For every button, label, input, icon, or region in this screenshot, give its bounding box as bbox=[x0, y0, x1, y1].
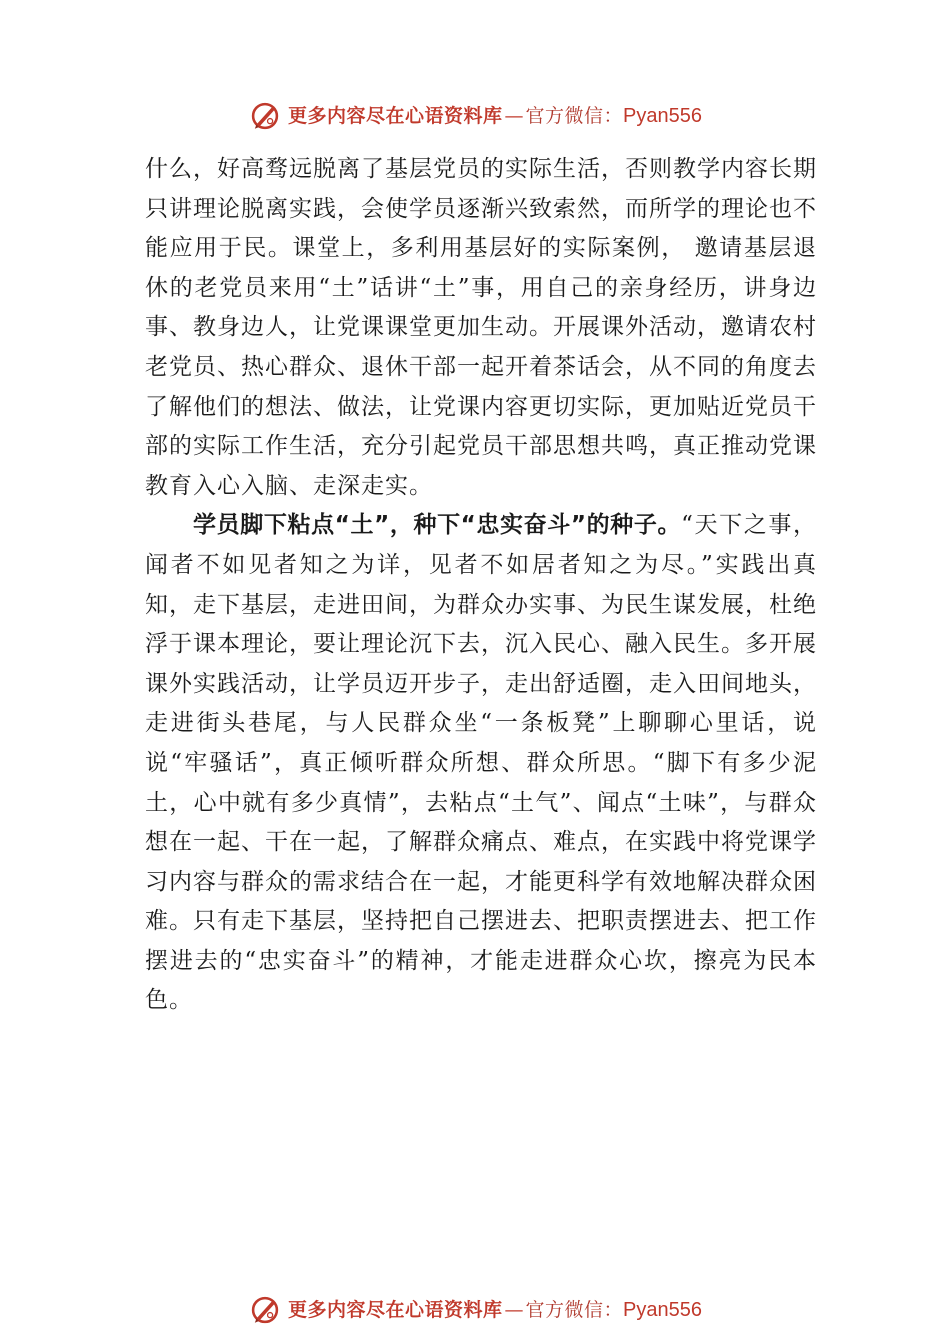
document-body bbox=[145, 150, 817, 1021]
footer-account-id: Pyan556 bbox=[623, 1299, 702, 1321]
footer-separator: — bbox=[504, 1299, 524, 1321]
header-text bbox=[288, 106, 702, 126]
paragraph-2-lead: 学员脚下粘点“土”，种下“忠实奋斗”的种子。 bbox=[193, 512, 682, 539]
header-sub-text: 官方微信： bbox=[525, 105, 624, 127]
paragraph-2 bbox=[145, 506, 817, 1021]
paragraph-2-body: “天下之事，闻者不如见者知之为详，见者不如居者知之为尽。”实践出真知，走下基层，走进田间，为群众办实事、为民生谋发展，杜绝浮于课本理论，要让理论沉下去，沉入民心、融入民生。多开展课外实践活动，让学员迈开步子，走出舒适圈，走入田间地头，走进街头巷尾，与人民群众坐“一条板凳”上聊聊心里话，说说“牢骚话”，真正倾听群众所想、群众所思。“脚下有多少泥土，心中就有多少真情”，去粘点“土气”、闻点“土味”，与群众想在一起、干在一起，了解群众痛点、难点，在实践中将党课学习内容与群众的需求结合在一起，才能更科学有效地解决群众困难。只有走下基层，坚持把自己摆进去、把职责摆进去、把工作摆进去的“忠实奋斗”的精神，才能走进群众心坎，擦亮为民本色。 bbox=[145, 512, 818, 1014]
header-main-text: 更多内容尽在心语资料库 bbox=[288, 105, 503, 127]
pen-circle-logo-icon bbox=[248, 99, 282, 133]
header-separator: — bbox=[504, 105, 524, 127]
pen-circle-logo-icon bbox=[248, 1293, 282, 1327]
footer-sub-text: 官方微信： bbox=[525, 1299, 624, 1321]
footer-text bbox=[288, 1300, 702, 1320]
header-account-id: Pyan556 bbox=[623, 105, 702, 127]
paragraph-1: 什么，好高骛远脱离了基层党员的实际生活，否则教学内容长期只讲理论脱离实践，会使学员逐渐兴致索然，而所学的理论也不能应用于民。课堂上，多利用基层好的实际案例， 邀请基层退休的老党员来用“土”话讲“土”事，用自己的亲身经历，讲身边事、教身边人，让党课课堂更加生动。开展课外活动，邀请农村老党员、热心群众、退休干部一起开着茶话会，从不同的角度去了解他们的想法、做法，让党课内容更切实际，更加贴近党员干部的实际工作生活，充分引起党员干部思想共鸣，真正推动党课教育入心入脑、走深走实。 bbox=[145, 156, 817, 499]
header-banner bbox=[0, 96, 950, 136]
footer-banner bbox=[0, 1290, 950, 1330]
footer-main-text: 更多内容尽在心语资料库 bbox=[288, 1299, 503, 1321]
